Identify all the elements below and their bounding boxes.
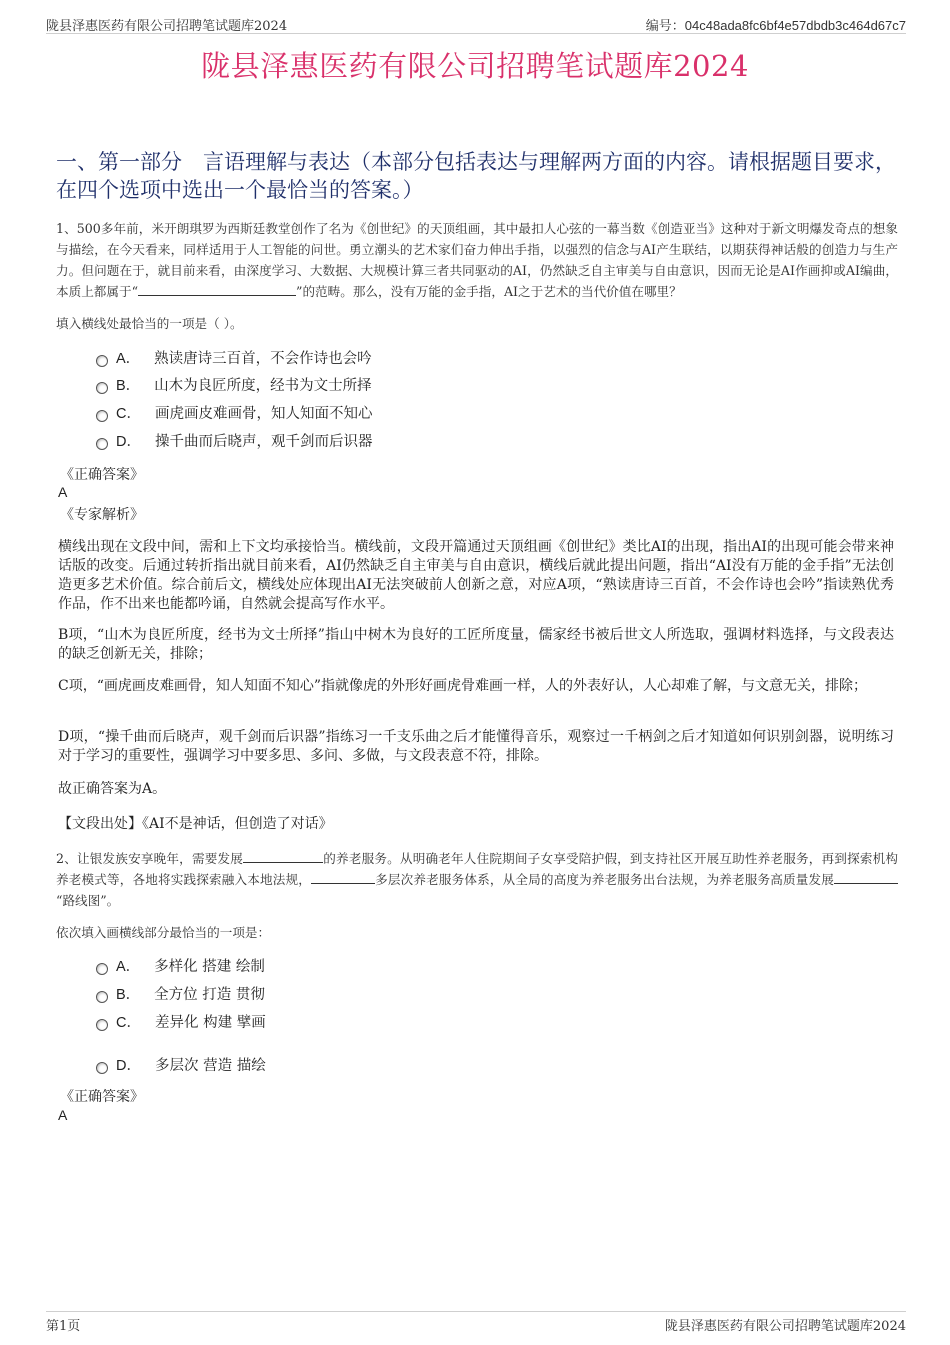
header-code-label: 编号： [645, 19, 685, 34]
question-2-blank [243, 850, 323, 863]
question-2-stem: 2、让银发族安享晚年，需要发展 的养老服务。从明确老年人住院期间子女享受陪护假，到支持社区开展互助性养老服务，再到探索机构养老模式等，各地将实践探索融入本地法规， 多层次养老服务体系，从全局的高度为养老服务出台法规，为养老服务高质量发展“路线图”。 [56, 851, 899, 908]
question-2-prompt: 依次填入画横线部分最恰当的一项是： [56, 925, 271, 940]
footer-page-number: 第1页 [46, 1319, 81, 1334]
question-2-option-d[interactable]: D． 多层次 营造 描绘 [96, 1055, 266, 1077]
question-2-option-b[interactable]: B． 全方位 打造 贯彻 [96, 984, 265, 1006]
radio-icon[interactable] [96, 991, 108, 1003]
radio-icon[interactable] [96, 438, 108, 450]
question-2-answer-label: 《正确答案》 [60, 1089, 144, 1105]
question-1-analysis-paragraph: 故正确答案为A。 [58, 781, 167, 797]
question-1-text-part-b: ”的范畴。那么，没有万能的金手指，AI之于艺术的当代价值在哪里？ [296, 284, 682, 299]
radio-icon[interactable] [96, 355, 108, 367]
question-2-answer: A [58, 1107, 68, 1123]
header-code [646, 15, 906, 34]
question-1-prompt: 填入横线处最恰当的一项是（ ）。 [56, 316, 243, 331]
radio-icon[interactable] [96, 382, 108, 394]
question-1-option-c[interactable]: C． 画虎画皮难画骨，知人知面不知心 [96, 403, 372, 425]
radio-icon[interactable] [96, 1019, 108, 1031]
page-title: 陇县泽惠医药有限公司招聘笔试题库2024 [201, 49, 749, 83]
header-divider [46, 33, 906, 34]
radio-icon[interactable] [96, 963, 108, 975]
question-1-source: 【文段出处】《AI不是神话，但创造了对话》 [58, 816, 333, 832]
question-1-analysis-paragraph: D项，“操千曲而后晓声，观千剑而后识器”指练习一千支乐曲之后才能懂得音乐，观察过一千柄剑之后才知道如何识别剑器，说明练习对于学习的重要性，强调学习中要多思、多问、多做，与文段表意不符，排除。 [58, 729, 894, 764]
footer-divider [46, 1311, 906, 1312]
header-code-value: 04c48ada8fc6bf4e57dbdb3c464d67c7 [684, 18, 906, 33]
question-1-option-b[interactable]: B． 山木为良匠所度，经书为文士所择 [96, 375, 372, 397]
question-1-blank [138, 283, 296, 296]
radio-icon[interactable] [96, 1062, 108, 1074]
question-1-analysis-paragraph: B项，“山木为良匠所度，经书为文士所择”指山中树木为良好的工匠所度量，儒家经书被后世文人所选取，强调材料选择，与文段表达的缺乏创新无关，排除； [58, 627, 894, 662]
question-2-option-a[interactable]: A． 多样化 搭建 绘制 [96, 956, 265, 978]
question-2-option-c[interactable]: C． 差异化 构建 擘画 [96, 1012, 266, 1034]
question-1-text-part-a: 1、500多年前，米开朗琪罗为西斯廷教堂创作了名为《创世纪》的天顶组画，其中最扣人心弦的一幕当数《创造亚当》这种对于新文明爆发奇点的想象与描绘，在今天看来，同样适用于人工智能的问世。勇立潮头的艺术家们奋力伸出手指，以强烈的信念与AI产生联结，以期获得神话般的创造力与生产力。但问题在于，就目前来看，由深度学习、大数据、大规模计算三者共同驱动的AI，仍然缺乏自主审美与自由意识，因而无论是AI作画抑或AI编曲，本质上都属于“ [56, 221, 898, 299]
question-2-blank [834, 871, 898, 884]
question-1-option-d[interactable]: D． 操千曲而后晓声，观千剑而后识器 [96, 431, 372, 453]
footer-doc-title: 陇县泽惠医药有限公司招聘笔试题库2024 [664, 1319, 906, 1334]
question-1-answer: A [58, 484, 68, 500]
header-doc-title: 陇县泽惠医药有限公司招聘笔试题库2024 [46, 19, 288, 34]
question-2-blank [311, 871, 375, 884]
section-heading: 一、第一部分 言语理解与表达（本部分包括表达与理解两方面的内容。请根据题目要求，在四个选项中选出一个最恰当的答案。） [56, 150, 896, 202]
question-1-analysis-paragraph: C项，“画虎画皮难画骨，知人知面不知心”指就像虎的外形好画虎骨难画一样，人的外表好认，人心却难了解，与文意无关，排除； [58, 678, 868, 694]
radio-icon[interactable] [96, 410, 108, 422]
question-1-stem [56, 218, 898, 302]
question-1-answer-label: 《正确答案》 [60, 467, 144, 483]
question-1-analysis-label: 《专家解析》 [60, 507, 144, 523]
question-1-analysis-paragraph: 横线出现在文段中间，需和上下文均承接恰当。横线前，文段开篇通过天顶组画《创世纪》类比AI的出现，指出AI的出现可能会带来神话版的改变。后通过转折指出就目前来看，AI仍然缺乏自主审美与自由意识，横线后就此提出问题，指出“AI没有万能的金手指”无法创造更多艺术价值。综合前后文，横线处应体现出AI无法突破前人创新之意，对应A项，“熟读唐诗三百首，不会作诗也会吟”指读熟优秀作品，作不出来也能都吟诵，自然就会提高写作水平。 [58, 539, 894, 612]
question-1-option-a[interactable]: A． 熟读唐诗三百首，不会作诗也会吟 [96, 348, 372, 370]
